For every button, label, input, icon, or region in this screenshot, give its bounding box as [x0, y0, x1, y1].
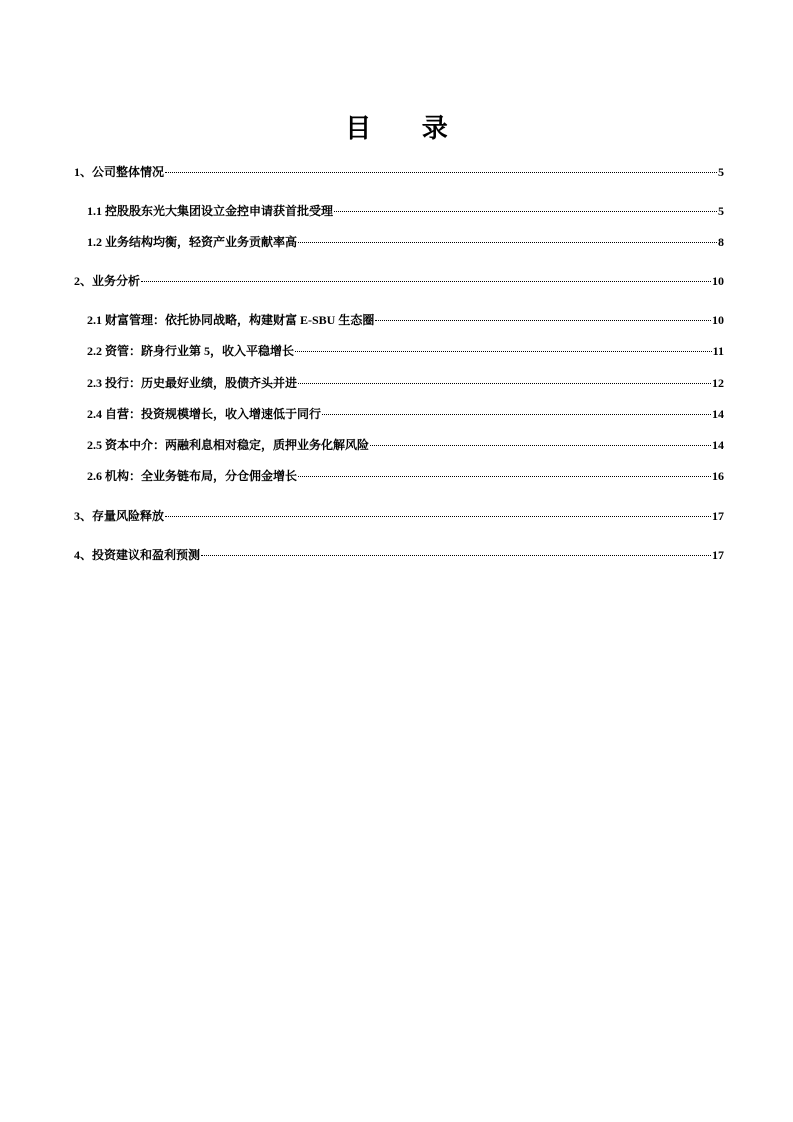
toc-entry-2-5[interactable]	[87, 437, 724, 453]
toc-leader	[141, 281, 711, 282]
toc-label: 2.3 投行：历史最好业绩，股债齐头并进	[87, 376, 298, 390]
toc-page-number: 11	[712, 344, 724, 358]
toc-leader	[298, 242, 717, 243]
toc-page-number: 14	[712, 407, 724, 421]
toc-entry-2-3[interactable]	[87, 375, 724, 391]
toc-page-number: 14	[712, 438, 724, 452]
toc-page-number: 5	[718, 165, 724, 179]
toc-label: 1.2 业务结构均衡，轻资产业务贡献率高	[87, 235, 298, 249]
toc-page-number: 10	[712, 274, 724, 288]
toc-page-number: 17	[712, 509, 724, 523]
toc-label: 4、投资建议和盈利预测	[74, 548, 201, 562]
toc-label: 2.5 资本中介：两融利息相对稳定，质押业务化解风险	[87, 438, 370, 452]
toc-leader	[298, 383, 711, 384]
toc-leader	[298, 476, 711, 477]
toc-leader	[322, 414, 711, 415]
toc-label: 3、存量风险释放	[74, 509, 165, 523]
toc-leader	[201, 555, 711, 556]
toc-entry-4[interactable]	[74, 547, 724, 563]
toc-leader	[334, 211, 717, 212]
toc-label: 2.6 机构：全业务链布局，分仓佣金增长	[87, 469, 298, 483]
toc-entry-2-2[interactable]	[87, 343, 724, 359]
toc-entry-2[interactable]	[74, 273, 724, 289]
toc-label: 2.1 财富管理：依托协同战略，构建财富 E-SBU 生态圈	[87, 313, 375, 327]
toc-entry-1[interactable]	[74, 164, 724, 180]
toc-label: 1.1 控股股东光大集团设立金控申请获首批受理	[87, 204, 334, 218]
toc-entry-1-2[interactable]	[87, 234, 724, 250]
toc-leader	[165, 516, 711, 517]
toc-entry-2-1[interactable]	[87, 312, 724, 328]
toc-leader	[295, 351, 712, 352]
toc-entry-3[interactable]	[74, 508, 724, 524]
toc-page-number: 5	[718, 204, 724, 218]
toc-page-number: 16	[712, 469, 724, 483]
toc-label: 2、业务分析	[74, 274, 141, 288]
toc-entry-2-4[interactable]	[87, 406, 724, 422]
toc-page-number: 12	[712, 376, 724, 390]
toc-leader	[370, 445, 711, 446]
toc-entry-1-1[interactable]	[87, 203, 724, 219]
toc-page-number: 10	[712, 313, 724, 327]
toc-label: 2.2 资管：跻身行业第 5，收入平稳增长	[87, 344, 295, 358]
toc-label: 1、公司整体情况	[74, 165, 165, 179]
toc-entry-2-6[interactable]	[87, 468, 724, 484]
toc-leader	[375, 320, 711, 321]
toc-page-number: 17	[712, 548, 724, 562]
page-title: 目 录	[345, 114, 470, 143]
toc-leader	[165, 172, 717, 173]
toc-page-number: 8	[718, 235, 724, 249]
toc-label: 2.4 自营：投资规模增长，收入增速低于同行	[87, 407, 322, 421]
